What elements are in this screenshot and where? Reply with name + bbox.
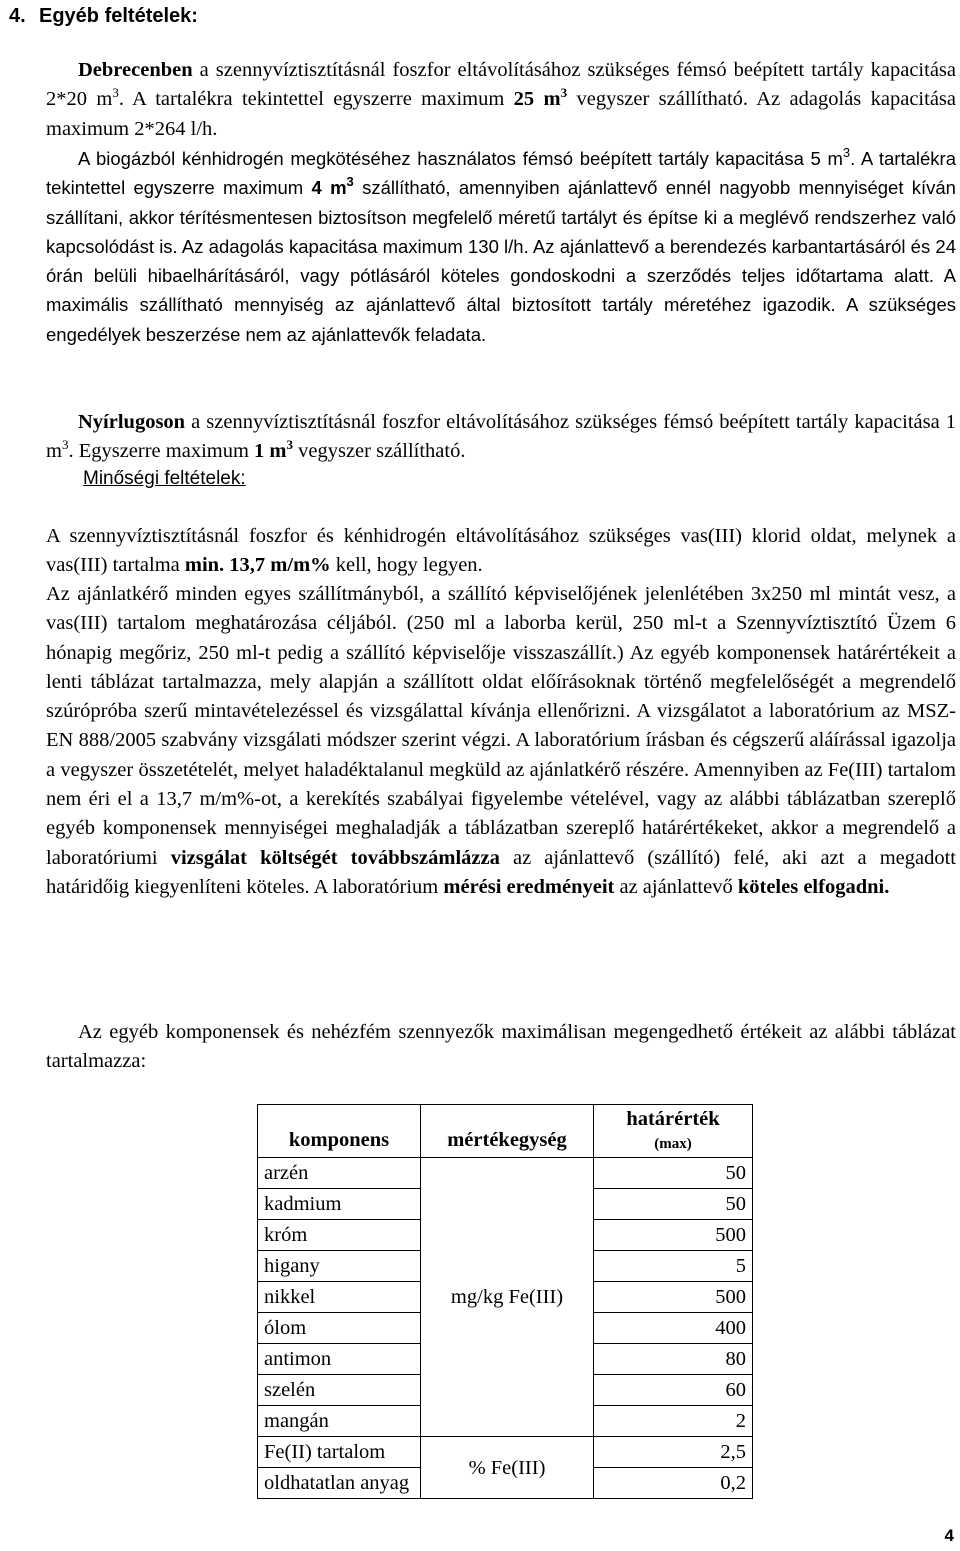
quality-text-5: az ajánlattevő <box>614 875 738 898</box>
quality-text-4: az ajánlattevő (szállító) felé, aki azt a megadott határidőig kiegyenlíteni köteles. A laboratórium <box>46 846 956 898</box>
debrecen-sup-1: 3 <box>112 85 119 101</box>
debrecen-text-2: . A tartalékra tekintettel egyszerre maximum <box>118 88 514 111</box>
row-name: antimon <box>258 1344 421 1375</box>
header-limit-note: (max) <box>654 1136 692 1152</box>
biogas-sup-1: 3 <box>842 145 851 160</box>
row-name: mangán <box>258 1406 421 1437</box>
section-number: 4. <box>9 5 26 27</box>
row-value: 80 <box>594 1344 753 1375</box>
quality-text-3: Az ajánlatkérő minden egyes szállítmányból, a szállító képviselőjének jelenlétében 3x250 ml mintát vesz, a vas(III) tartalom meghatározása céljából. (250 ml a laborba kerül, 250 ml-t a Szennyvíztisztító Üzem 6 hónapig megőriz, 250 ml-t pedig a szállító képviselője visszaszállít.) Az egyéb komponensek határértékeit a lenti táblázat tartalmazza, mely alapján a szállított oldat előírásoknak történő megfelelőségét a megrendelő szúrópróba szerű mintavételezéssel és vizsgálattal kívánja ellenőrizni. A vizsgálatot a laboratórium az MSZ-EN 888/2005 szabvány vizsgálati módszer szerint végzi. A laboratórium írásban és cégszerű aláírással igazolja a vegyszer összetételét, melyet haladéktalanul megküld az ajánlatkérő részére. Amennyiben az Fe(III) tartalom nem éri el a 13,7 m/m%-ot, a kerekítés szabályai figyelembe vételével, vagy az alábbi táblázatban szereplő egyéb komponensek mennyiségei meghaladják a táblázatban szereplő határértékeket, akkor a megrendelő a laboratóriumi <box>46 583 956 869</box>
table-intro: Az egyéb komponensek és nehézfém szennyezők maximálisan megengedhető értékeit az alábbi táblázat tartalmazza: <box>46 1021 956 1073</box>
quality-accept: köteles elfogadni. <box>737 875 890 898</box>
nyirlugos-max: 1 m <box>254 440 287 463</box>
nyirlugos-text-3: vegyszer szállítható. <box>293 440 466 463</box>
unit-group-2: % Fe(III) <box>421 1437 594 1499</box>
row-value: 50 <box>594 1189 753 1220</box>
biogas-text-2: . A tartalékra tekintettel egyszerre maximum <box>46 148 956 199</box>
row-value: 0,2 <box>594 1468 753 1499</box>
table-row <box>258 1158 753 1189</box>
row-value: 50 <box>594 1158 753 1189</box>
quality-paragraph-1 <box>46 522 956 581</box>
nyirlugos-text-2: . Egyszerre maximum <box>68 440 255 463</box>
debrecen-city: Debrecenben <box>78 59 193 81</box>
header-component: komponens <box>258 1105 421 1158</box>
row-name: oldhatatlan anyag <box>258 1468 421 1499</box>
quality-min: min. 13,7 m/m% <box>184 554 331 577</box>
row-value: 60 <box>594 1375 753 1406</box>
page-number: 4 <box>944 1526 954 1545</box>
row-name: Fe(II) tartalom <box>258 1437 421 1468</box>
biogas-sup-2: 3 <box>346 174 354 190</box>
nyirlugos-city: Nyírlugoson <box>78 411 186 433</box>
quality-text-2: kell, hogy legyen. <box>330 554 483 577</box>
section-title: Egyéb feltételek: <box>39 5 198 27</box>
biogas-max: 4 m <box>311 177 347 199</box>
section-heading <box>9 3 198 29</box>
quality-text-1: A szennyvíztisztításnál foszfor és kénhidrogén eltávolításához szükséges vas(III) klorid oldat, melynek a vas(III) tartalma <box>46 525 956 577</box>
biogas-text-1: A biogázból kénhidrogén megkötéséhez használatos fémsó beépített tartály kapacitása 5 m <box>78 148 843 169</box>
limits-table <box>257 1104 753 1499</box>
quality-results: mérési eredményeit <box>443 875 615 898</box>
debrecen-sup-2: 3 <box>560 85 568 101</box>
debrecen-text-1: a szennyvíztisztításnál foszfor eltávolításához szükséges fémsó beépített tartály kapacitása 2*20 m <box>46 59 956 111</box>
header-limit <box>594 1105 753 1158</box>
row-name: nikkel <box>258 1282 421 1313</box>
nyirlugos-sup-2: 3 <box>286 437 293 453</box>
row-value: 2 <box>594 1406 753 1437</box>
row-value: 400 <box>594 1313 753 1344</box>
debrecen-paragraph <box>46 56 956 144</box>
unit-group-1: mg/kg Fe(III) <box>421 1158 594 1437</box>
nyirlugos-sup-1: 3 <box>61 437 69 453</box>
table-header-row <box>258 1105 753 1158</box>
quality-cost: vizsgálat költségét továbbszámlázza <box>170 846 500 869</box>
row-name: szelén <box>258 1375 421 1406</box>
debrecen-max: 25 m <box>513 88 561 111</box>
row-value: 500 <box>594 1220 753 1251</box>
row-name: higany <box>258 1251 421 1282</box>
row-value: 2,5 <box>594 1437 753 1468</box>
biogas-text-3: szállítható, amennyiben ajánlattevő ennél nagyobb mennyiséget kíván szállítani, akkor térítésmentesen biztosítson megfelelő méretű tartályt és építse ki a meglévő rendszerhez való kapcsolódást is. Az adagolás kapacitása maximum 130 l/h. Az ajánlattevő a berendezés karbantartásáról és 24 órán belüli hibaelhárításáról, vagy pótlásáról köteles gondoskodni a szerződés teljes időtartama alatt. A maximális szállítható mennyiség az ajánlattevő által biztosított tartály méretéhez igazodik. A szükséges engedélyek beszerzése nem az ajánlattevők feladata. <box>46 177 956 345</box>
row-name: króm <box>258 1220 421 1251</box>
row-name: ólom <box>258 1313 421 1344</box>
row-name: kadmium <box>258 1189 421 1220</box>
nyirlugos-text-1: a szennyvíztisztításnál foszfor eltávolításához szükséges fémsó beépített tartály kapacitása 1 m <box>46 411 956 463</box>
table-row <box>258 1437 753 1468</box>
quality-paragraph-2 <box>46 580 956 902</box>
quality-heading: Minőségi feltételek: <box>83 468 246 489</box>
nyirlugos-paragraph <box>46 408 956 467</box>
row-value: 5 <box>594 1251 753 1282</box>
biogas-paragraph <box>46 144 956 349</box>
row-name: arzén <box>258 1158 421 1189</box>
debrecen-text-3: vegyszer szállítható. Az adagolás kapacitása maximum 2*264 l/h. <box>46 88 956 140</box>
header-limit-label: határérték <box>626 1108 720 1130</box>
row-value: 500 <box>594 1282 753 1313</box>
header-unit: mértékegység <box>421 1105 594 1158</box>
